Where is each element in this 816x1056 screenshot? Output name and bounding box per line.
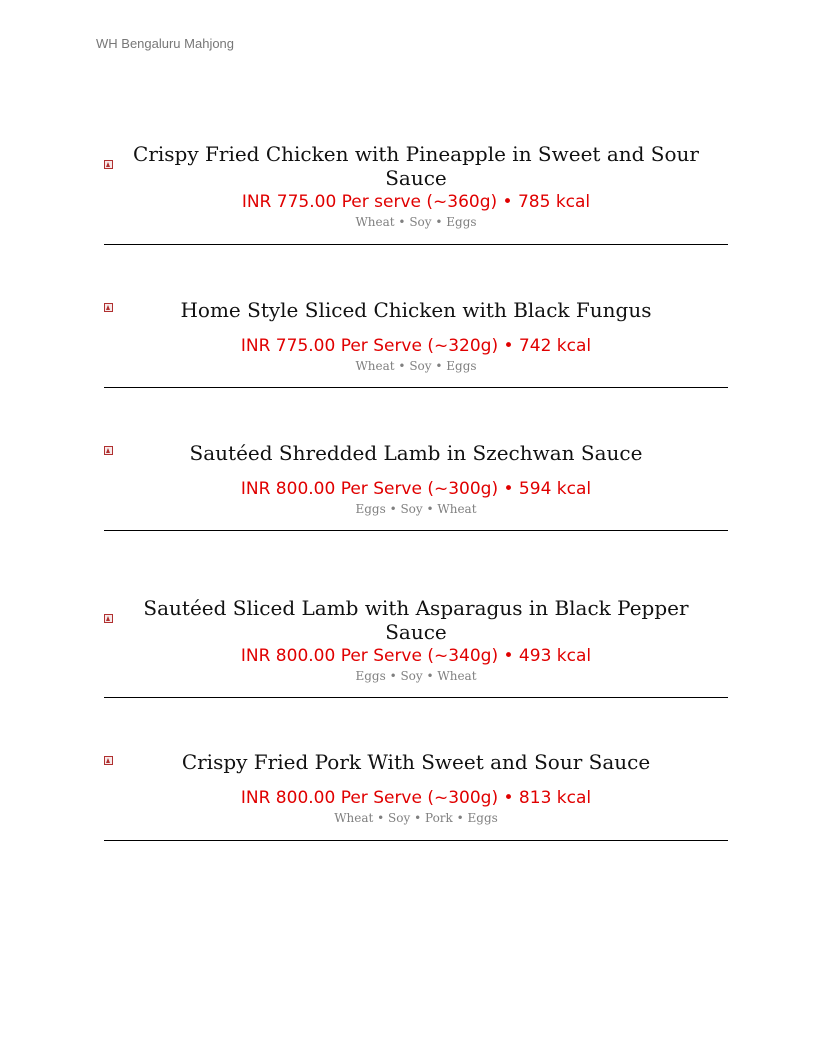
menu-item[interactable] — [104, 531, 728, 698]
dish-name: Crispy Fried Chicken with Pineapple in Sweet and Sour Sauce — [133, 142, 699, 190]
dish-price: INR 800.00 Per Serve (~300g) • 813 kcal — [240, 788, 592, 808]
dish-allergens: Wheat • Soy • Eggs — [355, 215, 477, 229]
dish-allergens: Eggs • Soy • Wheat — [355, 502, 477, 516]
menu-list — [104, 120, 728, 841]
dish-price: INR 775.00 Per serve (~360g) • 785 kcal — [241, 192, 591, 212]
menu-item[interactable] — [104, 698, 728, 841]
menu-item[interactable] — [104, 245, 728, 388]
dish-price: INR 775.00 Per Serve (~320g) • 742 kcal — [240, 336, 592, 356]
non-veg-icon — [104, 303, 113, 312]
dish-price: INR 800.00 Per Serve (~340g) • 493 kcal — [240, 646, 592, 666]
non-veg-icon — [104, 446, 113, 455]
dish-name: Sautéed Sliced Lamb with Asparagus in Black Pepper Sauce — [143, 596, 689, 644]
non-veg-icon — [104, 756, 113, 765]
dish-name: Crispy Fried Pork With Sweet and Sour Sauce — [181, 750, 651, 774]
dish-allergens: Wheat • Soy • Eggs — [355, 359, 477, 373]
restaurant-name: WH Bengaluru Mahjong — [96, 36, 235, 51]
dish-allergens: Wheat • Soy • Pork • Eggs — [334, 811, 498, 825]
dish-name: Sautéed Shredded Lamb in Szechwan Sauce — [189, 441, 643, 465]
dish-name: Home Style Sliced Chicken with Black Fungus — [180, 298, 652, 322]
menu-item[interactable] — [104, 388, 728, 531]
non-veg-icon — [104, 614, 113, 623]
menu-item[interactable] — [104, 120, 728, 245]
non-veg-icon — [104, 160, 113, 169]
dish-allergens: Eggs • Soy • Wheat — [355, 669, 477, 683]
dish-price: INR 800.00 Per Serve (~300g) • 594 kcal — [240, 479, 592, 499]
